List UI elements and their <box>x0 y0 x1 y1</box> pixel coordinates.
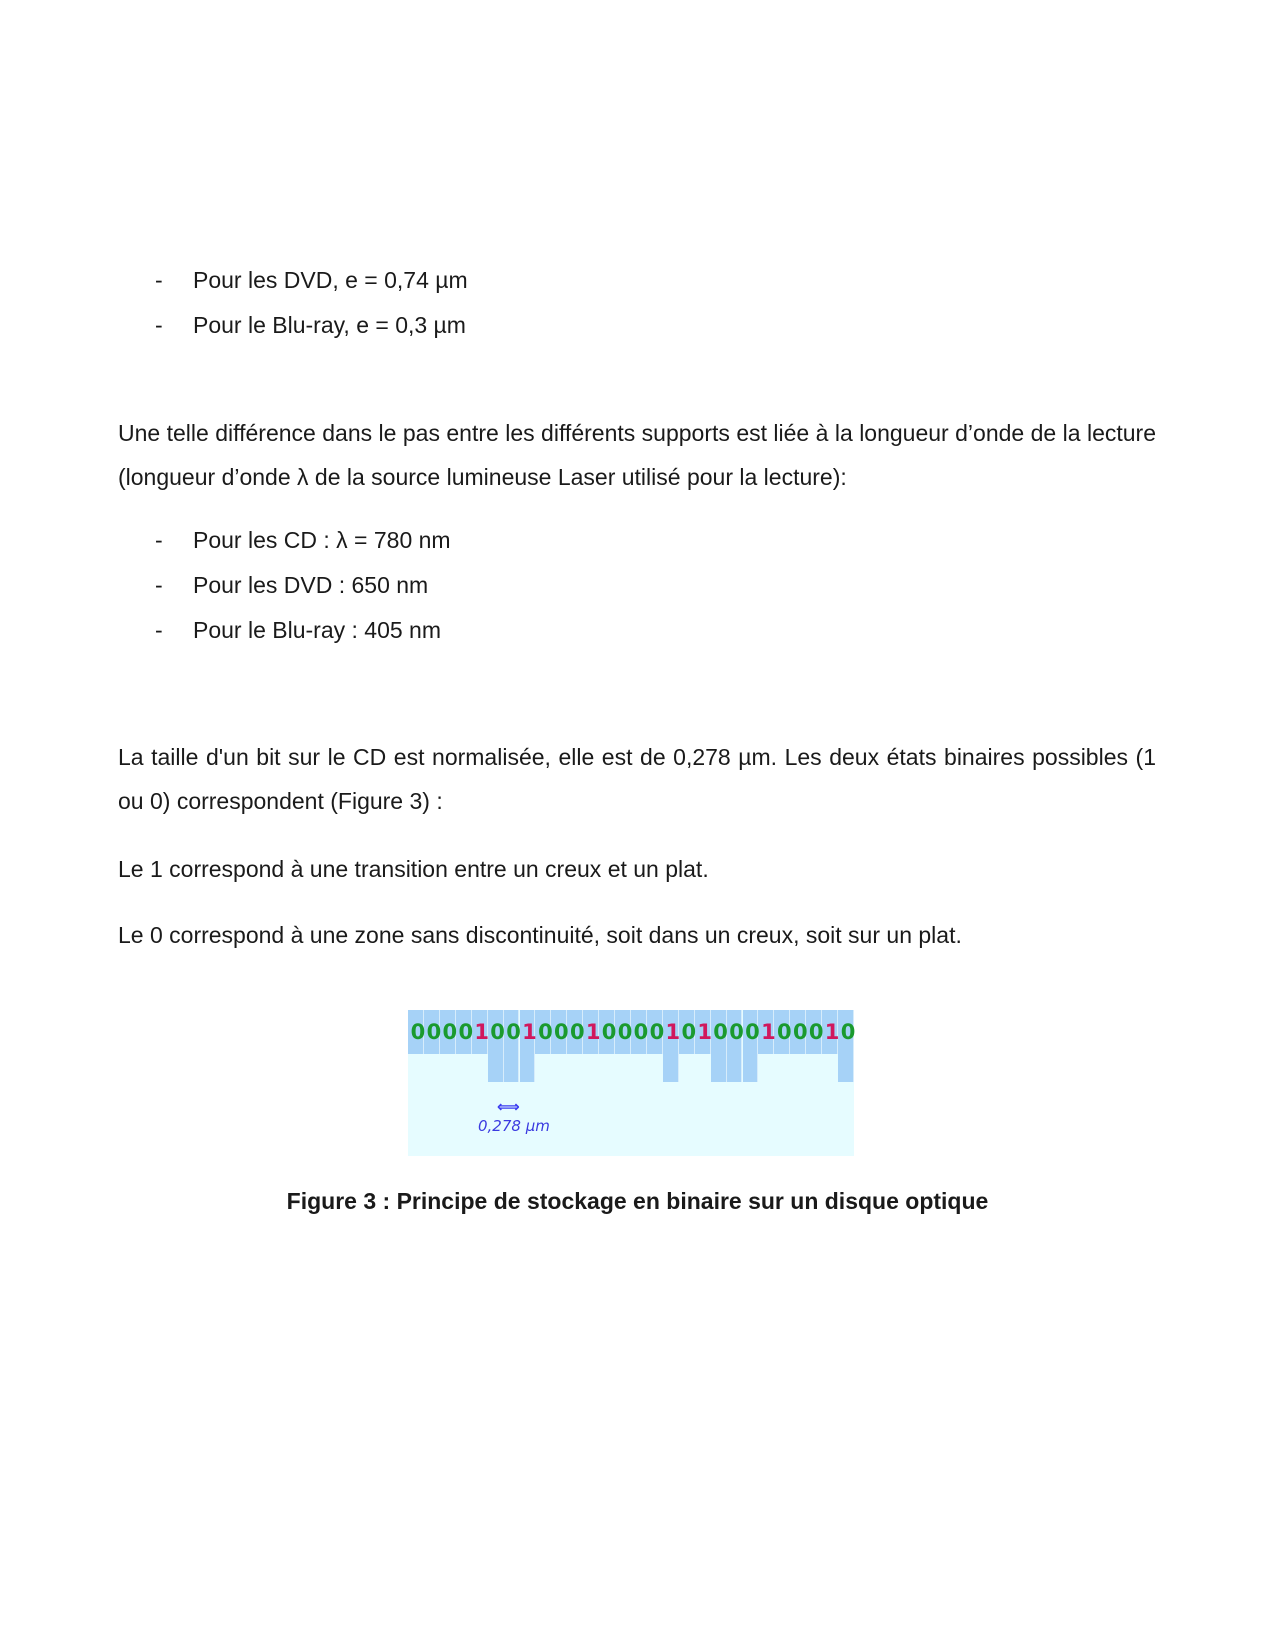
bit-digit: 0 <box>745 1020 760 1044</box>
bit-digit: 0 <box>426 1020 442 1044</box>
bit-digit: 0 <box>729 1020 744 1044</box>
bit-size-label: 0,278 µm <box>478 1117 550 1135</box>
bit-digit: 0 <box>458 1020 474 1044</box>
dash-bullet: - <box>155 527 163 553</box>
paragraph-zero-meaning: Le 0 correspond à une zone sans discontinuité, soit dans un creux, soit sur un plat. <box>118 922 962 948</box>
bit-digit: 1 <box>585 1020 601 1044</box>
bit-digit: 1 <box>522 1020 537 1044</box>
bit-digit: 0 <box>808 1020 824 1044</box>
dash-bullet: - <box>155 617 163 643</box>
list-item <box>118 608 451 653</box>
bit-digit: 0 <box>410 1020 426 1044</box>
bit-digit: 0 <box>617 1020 633 1044</box>
wavelength-list <box>118 518 451 653</box>
bit-digit: 0 <box>601 1020 617 1044</box>
bit-digit: 0 <box>569 1020 585 1044</box>
list-item <box>118 303 468 348</box>
paragraph-bit-size: La taille d'un bit sur le CD est normalisée, elle est de 0,278 µm. Les deux états binaires possibles (1 ou 0) correspondent (Figure 3) : <box>118 744 1156 814</box>
bit-digit: 0 <box>792 1020 808 1044</box>
bit-digit: 1 <box>665 1020 681 1044</box>
bit-digit: 0 <box>506 1020 521 1044</box>
bit-digit: 1 <box>761 1020 776 1044</box>
bit-digit: 0 <box>633 1020 649 1044</box>
bit-digit: 0 <box>490 1020 505 1044</box>
list-item-text: Pour les DVD : 650 nm <box>193 572 429 598</box>
list-item <box>118 518 451 563</box>
bit-digit: 0 <box>538 1020 553 1044</box>
double-arrow-icon: ⟺ <box>497 1099 520 1116</box>
bit-digit: 0 <box>713 1020 728 1044</box>
figure-caption: Figure 3 : Principe de stockage en binaire sur un disque optique <box>286 1188 989 1214</box>
dash-bullet: - <box>155 312 163 338</box>
list-item-text: Pour le Blu-ray, e = 0,3 µm <box>193 312 466 338</box>
binary-storage-figure <box>408 1010 854 1156</box>
bit-digit: 0 <box>777 1020 792 1044</box>
bit-digit: 0 <box>442 1020 458 1044</box>
bit-digit: 0 <box>649 1020 665 1044</box>
bit-digit: 0 <box>554 1020 569 1044</box>
dash-bullet: - <box>155 572 163 598</box>
paragraph-one-meaning: Le 1 correspond à une transition entre un creux et un plat. <box>118 856 709 882</box>
bit-digit: 1 <box>474 1020 489 1044</box>
bit-digit: 1 <box>697 1020 712 1044</box>
dash-bullet: - <box>155 267 163 293</box>
list-item <box>118 563 451 608</box>
list-item-text: Pour le Blu-ray : 405 nm <box>193 617 442 643</box>
list-item <box>118 258 468 303</box>
bit-digit: 1 <box>824 1020 840 1044</box>
list-item-text: Pour les CD : λ = 780 nm <box>193 527 451 553</box>
bit-digit: 0 <box>681 1020 697 1044</box>
bit-digit: 0 <box>840 1020 856 1044</box>
track-pitch-list <box>118 258 468 348</box>
paragraph-wavelength: Une telle différence dans le pas entre les différents supports est liée à la longueur d’onde de la lecture (longueur d’onde λ de la source lumineuse Laser utilisé pour la lecture): <box>118 420 1156 490</box>
list-item-text: Pour les DVD, e = 0,74 µm <box>193 267 468 293</box>
